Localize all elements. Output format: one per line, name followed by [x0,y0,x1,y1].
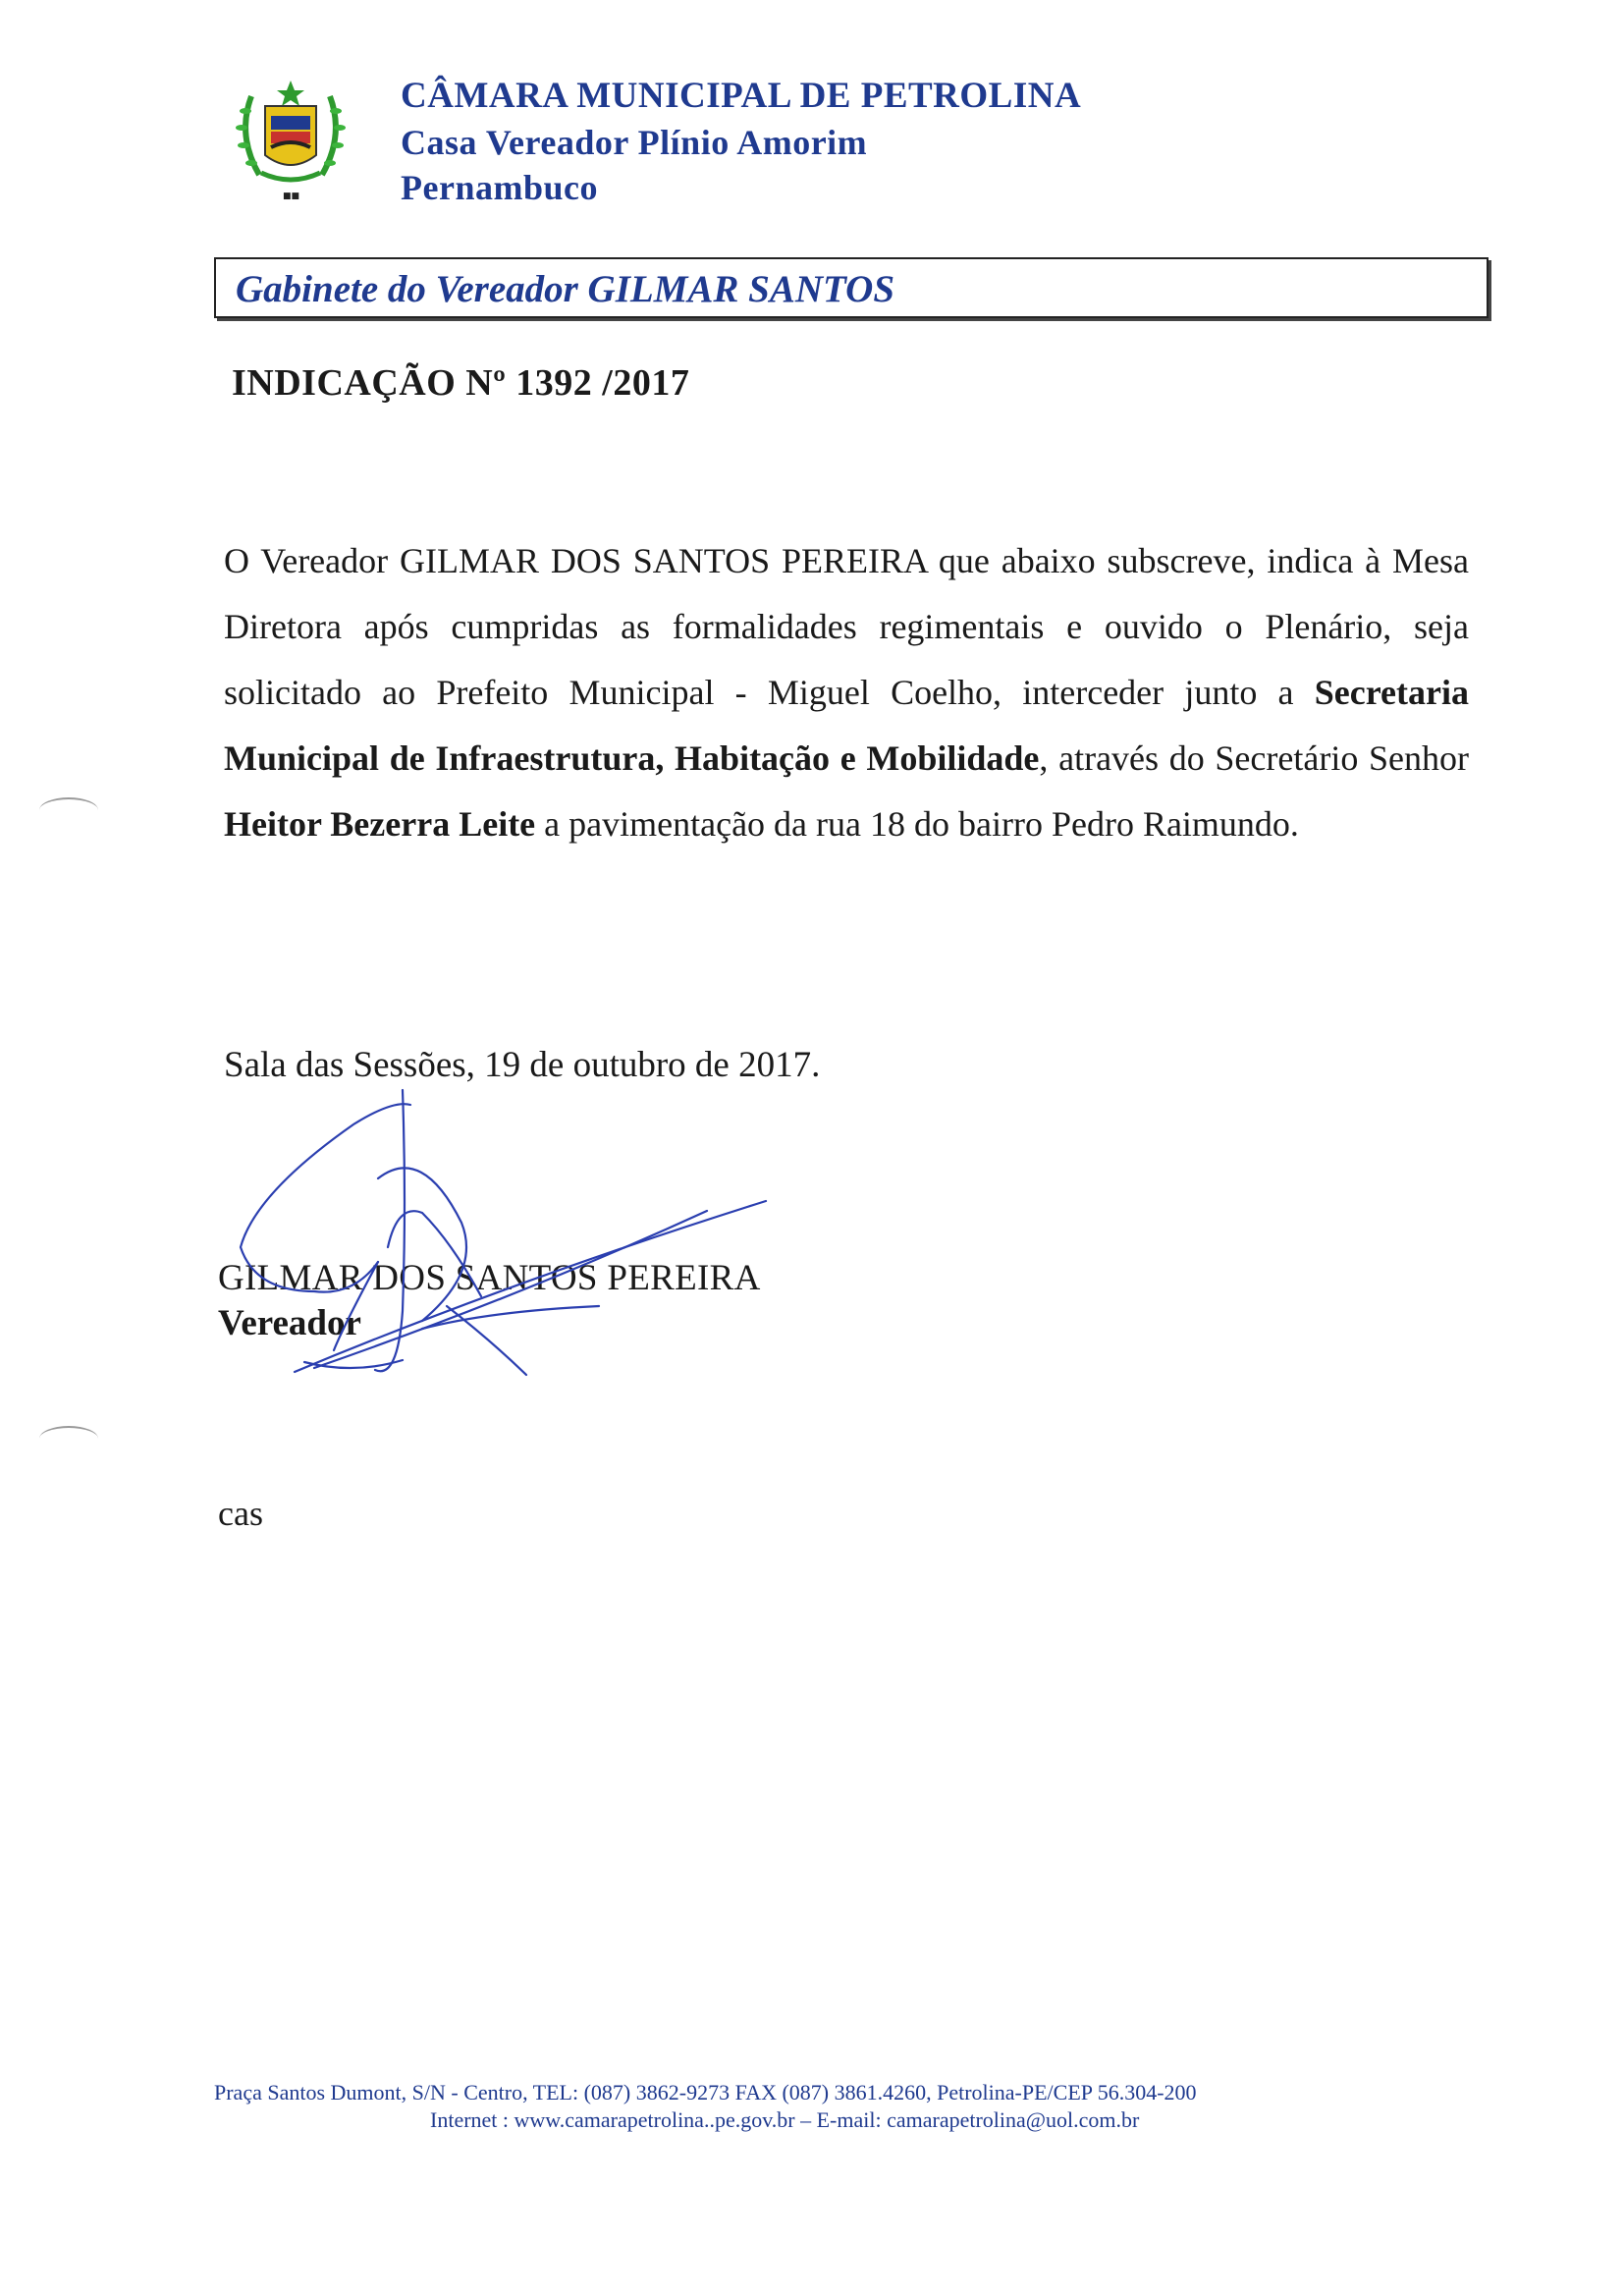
indication-number-title: INDICAÇÃO Nº 1392 /2017 [232,362,690,404]
punch-hole-mark [39,797,98,823]
institution-state: Pernambuco [401,168,598,207]
body-secretary: Heitor Bezerra Leite [224,804,536,844]
punch-hole-mark [39,1426,98,1451]
signatory-name: GILMAR DOS SANTOS PEREIRA [218,1258,761,1298]
cabinet-box [214,257,1489,318]
institution-subtitle: Casa Vereador Plínio Amorim [401,123,868,162]
footer-web-contact: Internet : www.camarapetrolina..pe.gov.br – E-mail: camarapetrolina@uol.com.br [430,2107,1140,2132]
footer-address: Praça Santos Dumont, S/N - Centro, TEL: (087) 3862-9273 FAX (087) 3861.4260, Petrolina-PE/CEP 56.304-200 [214,2080,1197,2105]
body-part-1: O Vereador GILMAR DOS SANTOS PEREIRA que abaixo subscreve, indica à Mesa Diretora após cumpridas as formalidades regimentais e ouvido o Plenário, seja solicitado ao Prefeito Municipal - Miguel Coelho, interceder junto a [224,541,1469,712]
body-secretariat: Secretaria Municipal de Infraestrutura, Habitação e Mobilidade [224,673,1469,778]
cabinet-label: Gabinete do Vereador GILMAR SANTOS [236,268,895,310]
typist-initials: cas [218,1494,263,1533]
session-date-line: Sala das Sessões, 19 de outubro de 2017. [224,1045,821,1085]
signatory-role: Vereador [218,1303,361,1343]
body-part-3: a pavimentação da rua 18 do bairro Pedro Raimundo. [535,804,1299,844]
handwritten-signature [196,1085,805,1399]
municipal-crest-logo [232,77,350,204]
indication-body-text [224,528,1469,857]
institution-title: CÂMARA MUNICIPAL DE PETROLINA [401,76,1082,116]
body-part-2: , através do Secretário Senhor [1039,738,1469,778]
svg-text:■■: ■■ [283,191,300,201]
